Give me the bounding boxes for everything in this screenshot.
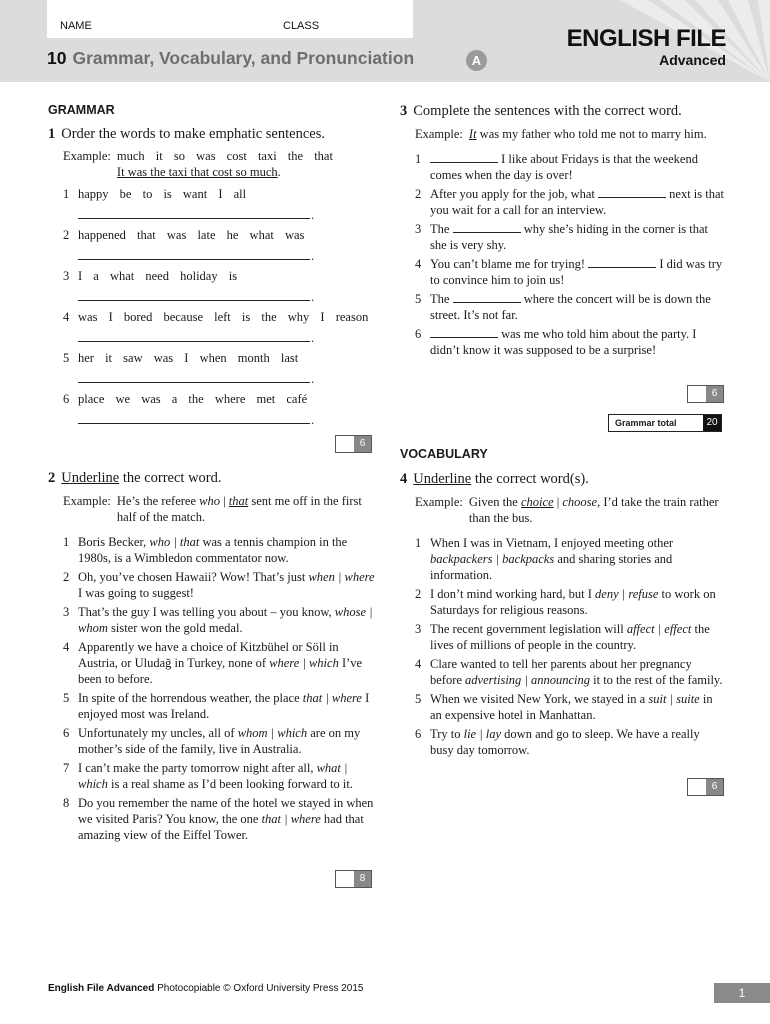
item-text: Apparently we have a choice of Kitzbühel or Söll in Austria, or Uludağ in Turkey, none of — [78, 640, 339, 670]
list-item — [415, 256, 726, 288]
name-label: NAME — [60, 20, 92, 32]
item-text: Unfortunately my uncles, all of — [78, 726, 238, 740]
header-band — [0, 0, 770, 82]
instruction-underline: Underline — [413, 471, 472, 487]
list-item — [63, 534, 378, 566]
list-item — [63, 795, 378, 843]
exercise-1-title — [48, 126, 378, 143]
exercise-3-example — [415, 126, 726, 142]
exercise-2-example — [63, 493, 378, 525]
word-choice[interactable]: that | where — [302, 691, 362, 705]
item-text: In spite of the horrendous weather, the place — [78, 691, 303, 705]
example-part: was my father who told me not to marry him. — [476, 127, 707, 141]
score-input[interactable] — [688, 779, 706, 795]
word-choice[interactable]: whose | whom — [78, 605, 373, 635]
word-choice[interactable]: lie | lay — [463, 727, 502, 741]
item-text: down and go to sleep. We have a really busy day tomorrow. — [430, 727, 700, 757]
item-number: 1 — [415, 536, 422, 550]
list-item: 1 happy be to is want I all . — [63, 187, 315, 222]
example-answer: choice — [520, 495, 554, 509]
example-label: Example: — [63, 494, 111, 508]
exercise-1-example — [63, 148, 378, 180]
example-separator: | — [220, 494, 229, 508]
item-number: 2 — [415, 587, 422, 601]
item-text: next is that you wait for a call for an interview. — [430, 187, 724, 217]
list-item: 3 I a what need holiday is . — [63, 269, 315, 304]
brand-logo — [567, 26, 726, 68]
item-words: her it saw was I when month last — [78, 351, 299, 365]
word-choice[interactable]: suit | suite — [648, 692, 700, 706]
item-text: Try to — [430, 727, 464, 741]
example-separator: | — [553, 495, 563, 509]
list-item — [63, 690, 378, 722]
score-input[interactable] — [688, 386, 706, 402]
list-item — [415, 151, 726, 183]
exercise-number: 1 — [48, 126, 56, 142]
exercise-2-title — [48, 470, 378, 487]
right-column — [400, 103, 726, 361]
example-part: Given the — [468, 495, 521, 509]
vocabulary-heading: VOCABULARY — [400, 447, 488, 461]
answer-line[interactable] — [78, 325, 310, 342]
unit-number: 10 — [47, 48, 67, 68]
exercise-4-example — [415, 494, 726, 526]
item-text: are on my mother’s side of the family, live in Australia. — [78, 726, 361, 756]
item-number: 6 — [415, 727, 422, 741]
exercise-instruction: Order the words to make emphatic sentences. — [61, 126, 325, 142]
item-number: 2 — [63, 570, 70, 584]
item-number: 6 — [63, 726, 70, 740]
item-number: 3 — [63, 269, 70, 283]
item-text: I like about Fridays is that the weekend comes when the day is over! — [430, 152, 698, 182]
item-number: 4 — [415, 257, 422, 271]
grammar-total-label: Grammar total — [615, 418, 677, 428]
item-number: 8 — [63, 796, 70, 810]
example-answer: It was the taxi that cost so much — [116, 165, 278, 179]
item-words: happened that was late he what was — [78, 228, 305, 242]
item-text: it to the rest of the family. — [590, 673, 723, 687]
answer-line[interactable] — [78, 366, 310, 383]
exercise-3-items — [400, 151, 726, 358]
instruction-underline: Underline — [61, 470, 120, 486]
example-text — [117, 493, 378, 525]
footer-brand: English File Advanced — [48, 983, 155, 994]
list-item — [63, 760, 378, 792]
item-text: The — [430, 292, 453, 306]
item-text: I don’t mind working hard, but I — [430, 587, 596, 601]
score-value: 6 — [354, 436, 371, 452]
item-number: 5 — [63, 691, 70, 705]
item-text: You can’t blame me for trying! — [430, 257, 589, 271]
list-item: 5 her it saw was I when month last . — [63, 351, 315, 386]
item-number: 4 — [63, 640, 70, 654]
item-text: to work on Saturdays for religious reasons. — [430, 587, 716, 617]
item-number: 6 — [415, 327, 422, 341]
item-text: The — [430, 222, 453, 236]
item-number: 4 — [63, 310, 70, 324]
exercise-number: 2 — [48, 470, 56, 486]
item-text: why she’s hiding in the corner is that she is very shy. — [430, 222, 709, 252]
item-text: is a real shame as I’d been looking forward to it. — [107, 777, 353, 791]
item-text: Do you remember the name of the hotel we stayed in when we visited Paris? You know, the one — [78, 796, 374, 826]
unit-title-text: Grammar, Vocabulary, and Pronunciation — [72, 48, 415, 68]
item-text: Oh, you’ve chosen Hawaii? Wow! That’s just — [78, 570, 309, 584]
item-text: When I was in Vietnam, I enjoyed meeting other — [430, 536, 674, 550]
item-text: was a tennis champion in the 1980s, is a Wimbledon commentator now. — [78, 535, 348, 565]
exercise-number: 3 — [400, 103, 408, 119]
list-item — [63, 639, 378, 687]
word-choice[interactable]: what | which — [78, 761, 348, 791]
item-text: Clare wanted to tell her parents about her pregnancy before — [430, 657, 692, 687]
example-label: Example: — [415, 127, 463, 141]
exercise-2 — [48, 470, 378, 846]
word-choice[interactable]: deny | refuse — [595, 587, 659, 601]
item-text: When we visited New York, we stayed in a — [430, 692, 649, 706]
item-number: 1 — [63, 187, 70, 201]
item-text: I can’t make the party tomorrow night after all, — [78, 761, 317, 775]
list-item: 4 was I bored because left is the why I reason . — [63, 310, 369, 345]
item-text: where the concert will be is down the street. It’s not far. — [430, 292, 711, 322]
class-label: CLASS — [283, 20, 320, 32]
list-item — [415, 656, 726, 688]
grammar-heading: GRAMMAR — [48, 103, 115, 117]
vocabulary-section — [400, 447, 726, 761]
exercise-4-items — [400, 535, 726, 758]
item-text: I’ve been to before. — [78, 656, 363, 686]
list-item — [415, 691, 726, 723]
exercise-3-score-box — [687, 385, 724, 403]
left-column — [48, 103, 378, 432]
word-choice[interactable]: that | where — [261, 812, 321, 826]
item-words: was I bored because left is the why I reason — [78, 310, 369, 324]
grammar-total-value: 20 — [703, 415, 721, 431]
word-choice[interactable]: advertising | announcing — [465, 673, 590, 687]
answer-line[interactable] — [78, 284, 310, 301]
item-text: in an expensive hotel in Manhattan. — [430, 692, 713, 722]
example-text — [469, 494, 726, 526]
word-choice[interactable]: whom | which — [237, 726, 308, 740]
item-text: The recent government legislation will — [430, 622, 627, 636]
item-text: Boris Becker, — [78, 535, 150, 549]
answer-line[interactable] — [78, 243, 310, 260]
exercise-1-items — [48, 186, 378, 428]
item-text: and sharing stories and information. — [430, 552, 673, 582]
score-value: 8 — [354, 871, 371, 887]
gap-field[interactable] — [453, 221, 521, 233]
score-value: 6 — [706, 386, 723, 402]
example-option: choose — [562, 495, 598, 509]
exercise-1-score-box — [335, 435, 372, 453]
answer-line[interactable] — [78, 202, 310, 219]
exercise-2-score-box — [335, 870, 372, 888]
gap-field[interactable] — [598, 186, 666, 198]
item-text: the lives of millions of people in the country. — [430, 622, 710, 652]
item-text: sister won the gold medal. — [107, 621, 243, 635]
word-choice[interactable]: affect | effect — [626, 622, 692, 636]
example-words: much it so was cost taxi the that — [116, 149, 333, 163]
list-item: 2 happened that was late he what was . — [63, 228, 315, 263]
item-text: I was going to suggest! — [78, 586, 194, 600]
list-item — [415, 726, 726, 758]
item-number: 4 — [415, 657, 422, 671]
example-text — [469, 126, 726, 142]
word-choice[interactable]: who | that — [149, 535, 200, 549]
item-number: 3 — [415, 222, 422, 236]
list-item — [415, 535, 726, 583]
example-text: much it so was cost taxi the that It was the taxi that cost so much. — [116, 149, 333, 179]
item-text: was me who told him about the party. I didn’t know it was supposed to be a surprise! — [430, 327, 697, 357]
example-part: , I’d take the train rather than the bus. — [468, 495, 719, 525]
name-class-box — [47, 0, 413, 38]
example-answer: that — [228, 494, 249, 508]
score-input[interactable] — [336, 436, 354, 452]
list-item — [63, 569, 378, 601]
example-label: Example: — [63, 149, 111, 163]
item-text: After you apply for the job, what — [430, 187, 599, 201]
item-text: had that amazing view of the Eiffel Tower. — [78, 812, 364, 842]
gap-field[interactable] — [453, 291, 521, 303]
score-input[interactable] — [336, 871, 354, 887]
list-item — [63, 604, 378, 636]
list-item: 6 place we was a the where met café . — [63, 392, 315, 427]
example-option: who — [199, 494, 220, 508]
instruction-rest: the correct word. — [119, 470, 222, 486]
list-item — [415, 186, 726, 218]
instruction-rest: the correct word(s). — [471, 471, 589, 487]
item-text: That’s the guy I was telling you about – you know, — [78, 605, 335, 619]
exercise-2-items — [48, 534, 378, 843]
item-words: I a what need holiday is — [78, 269, 238, 283]
word-choice[interactable]: where | which — [269, 656, 339, 670]
exercise-4-score-box — [687, 778, 724, 796]
item-text: I enjoyed most was Ireland. — [78, 691, 370, 721]
answer-line[interactable] — [78, 407, 310, 424]
unit-title — [47, 48, 414, 69]
item-number: 2 — [63, 228, 70, 242]
example-label: Example: — [415, 495, 463, 509]
exercise-number: 4 — [400, 471, 408, 487]
gap-field[interactable] — [430, 151, 498, 163]
brand-level: Advanced — [659, 52, 726, 68]
grammar-total-box — [608, 414, 722, 432]
list-item — [415, 291, 726, 323]
footer-copyright — [48, 983, 363, 994]
brand-title: ENGLISH FILE — [566, 25, 726, 52]
item-words: place we was a the where met café — [78, 392, 308, 406]
exercise-4-title — [400, 471, 726, 488]
exercise-3-title — [400, 103, 726, 120]
version-badge: A — [466, 50, 487, 71]
list-item — [415, 621, 726, 653]
item-number: 2 — [415, 187, 422, 201]
example-answer: It — [468, 127, 477, 141]
item-number: 5 — [63, 351, 70, 365]
gap-field[interactable] — [588, 256, 656, 268]
item-number: 7 — [63, 761, 70, 775]
item-number: 5 — [415, 292, 422, 306]
list-item — [415, 326, 726, 358]
word-choice[interactable]: backpackers | backpacks — [430, 552, 555, 566]
gap-field[interactable] — [430, 326, 498, 338]
item-number: 6 — [63, 392, 70, 406]
word-choice[interactable]: when | where — [308, 570, 375, 584]
page-number: 1 — [714, 983, 770, 1003]
item-number: 1 — [63, 535, 70, 549]
list-item — [415, 221, 726, 253]
item-number: 3 — [415, 622, 422, 636]
item-words: happy be to is want I all — [78, 187, 247, 201]
item-number: 5 — [415, 692, 422, 706]
exercise-instruction: Complete the sentences with the correct word. — [413, 103, 682, 119]
example-part: sent me off in the first half of the match. — [116, 494, 362, 524]
list-item — [63, 725, 378, 757]
item-number: 3 — [63, 605, 70, 619]
list-item — [415, 586, 726, 618]
item-text: I did was try to convince him to join us! — [430, 257, 723, 287]
footer-rest: Photocopiable © Oxford University Press 2015 — [154, 983, 364, 994]
item-number: 1 — [415, 152, 422, 166]
score-value: 6 — [706, 779, 723, 795]
example-part: He’s the referee — [116, 494, 200, 508]
